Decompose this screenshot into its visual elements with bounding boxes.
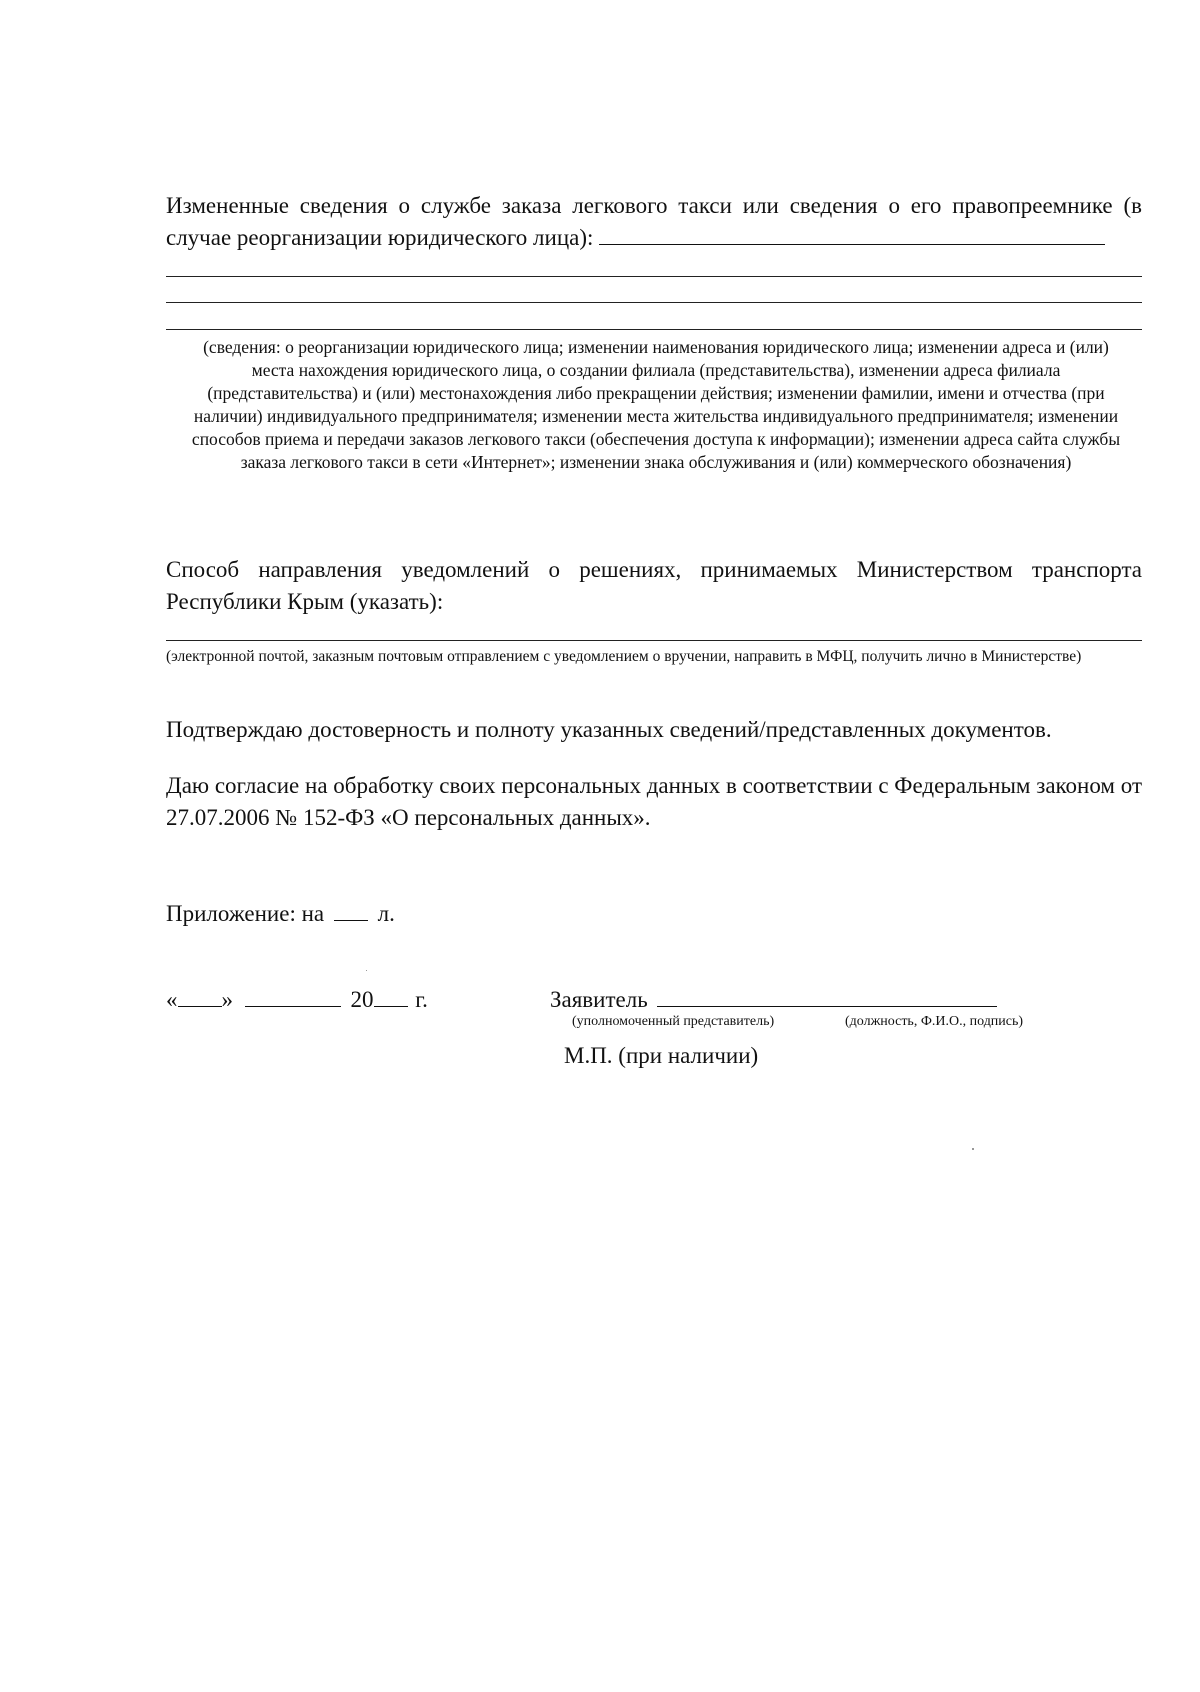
representative-caption: (уполномоченный представитель)	[572, 1014, 775, 1029]
changes-hint: (сведения: о реорганизации юридического лица; изменении наименования юридического лица; изменении адреса и (или) места нахождения юридического лица, о создании филиала (представительства), изменении адреса филиала (представительства) и (или) местонахождения либо прекращении действия; изменении фамилии, имени и отчества (при наличии) индивидуального предпринимателя; изменении места жительства индивидуального предпринимателя; изменении способов приема и передачи заказов легкового такси (обеспечения доступа к информации); изменении адреса сайта службы заказа легкового такси в сети «Интернет»; изменении знака обслуживания и (или) коммерческого обозначения)	[191, 337, 1121, 472]
date-line	[166, 984, 428, 1016]
changes-input-line-4[interactable]	[166, 329, 1142, 330]
notification-hint: (электронной почтой, заказным почтовым отправлением с уведомлением о вручении, направить в МФЦ, получить лично в Министерстве)	[166, 648, 1082, 665]
applicant-label: Заявитель	[550, 987, 648, 1012]
changes-paragraph	[166, 190, 1142, 254]
scan-speck	[366, 970, 367, 971]
signature-line	[550, 984, 997, 1016]
attachment-prefix: Приложение: на	[166, 901, 325, 926]
changes-input-line-3[interactable]	[166, 302, 1142, 303]
signature-input[interactable]	[657, 1002, 997, 1007]
stamp-label: М.П. (при наличии)	[564, 1043, 759, 1068]
attachment-suffix: л.	[377, 901, 395, 926]
notification-input-line[interactable]	[166, 640, 1142, 641]
scan-speck	[972, 1148, 974, 1150]
changes-input-line-2[interactable]	[166, 276, 1142, 277]
details-caption: (должность, Ф.И.О., подпись)	[845, 1014, 1024, 1029]
date-year-prefix: 20	[350, 987, 374, 1012]
date-open-quote: «	[166, 987, 178, 1012]
attachment-line	[166, 898, 395, 930]
attachment-pages-input[interactable]	[334, 916, 368, 921]
changes-input-line[interactable]	[599, 240, 1105, 245]
changes-text: Измененные сведения о службе заказа легкового такси или сведения о его правопреемнике (в случае реорганизации юридического лица):	[166, 193, 1142, 250]
consent-text: Даю согласие на обработку своих персональных данных в соответствии с Федеральным законом от 27.07.2006 № 152-ФЗ «О персональных данных».	[166, 773, 1142, 830]
date-year-input[interactable]	[374, 1002, 408, 1007]
date-close-quote: »	[221, 987, 233, 1012]
date-year-suffix: г.	[415, 987, 428, 1012]
notification-paragraph: Способ направления уведомлений о решениях, принимаемых Министерством транспорта Республики Крым (указать):	[166, 557, 1142, 614]
confirmation-text: Подтверждаю достоверность и полноту указанных сведений/представленных документов.	[166, 717, 1052, 742]
date-month-input[interactable]	[245, 1002, 341, 1007]
date-day-input[interactable]	[178, 1002, 222, 1007]
